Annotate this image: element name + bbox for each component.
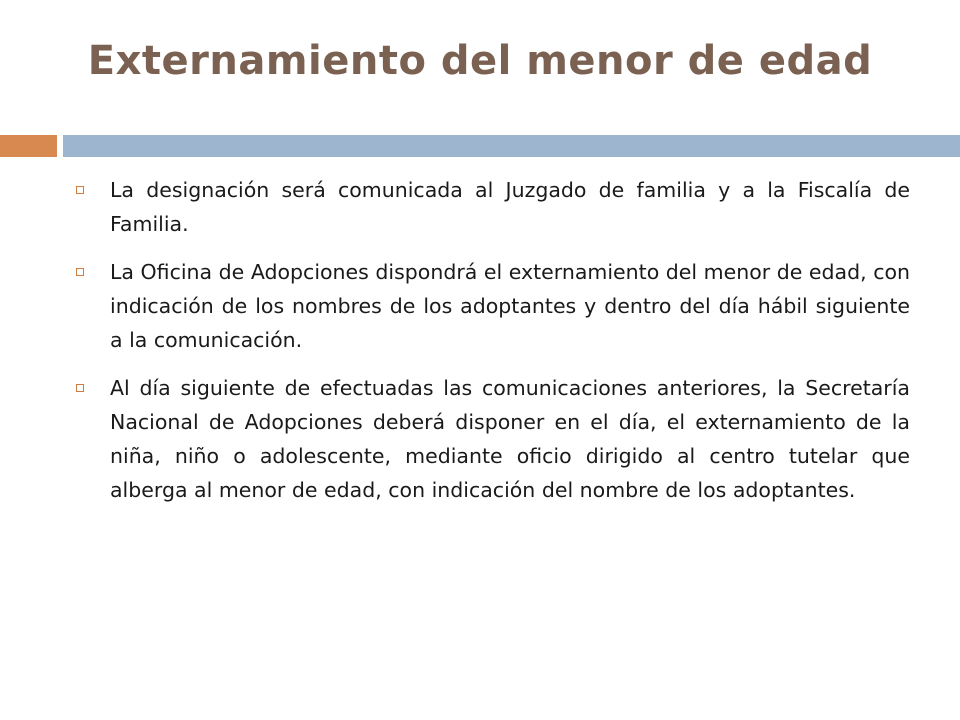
bullet-item (72, 173, 910, 241)
square-bullet-icon (76, 186, 84, 194)
slide-title: Externamiento del menor de edad (87, 38, 873, 84)
square-bullet-icon (76, 384, 84, 392)
bullet-list (72, 173, 910, 521)
bullet-item (72, 371, 910, 507)
bullet-text: La Oficina de Adopciones dispondrá el externamiento del menor de edad, con indicación de los nombres de los adoptantes y dentro del día hábil siguiente a la comunicación. (110, 260, 910, 352)
bullet-text: La designación será comunicada al Juzgado de familia y a la Fiscalía de Familia. (110, 178, 910, 236)
bullet-text: Al día siguiente de efectuadas las comunicaciones anteriores, la Secretaría Nacional de Adopciones deberá disponer en el día, el externamiento de la niña, niño o adolescente, mediante oficio dirigido al centro tutelar que alberga al menor de edad, con indicación del nombre de los adoptantes. (110, 376, 910, 502)
accent-bar-orange (0, 135, 57, 157)
square-bullet-icon (76, 268, 84, 276)
accent-bar-blue (63, 135, 960, 157)
bullet-item (72, 255, 910, 357)
